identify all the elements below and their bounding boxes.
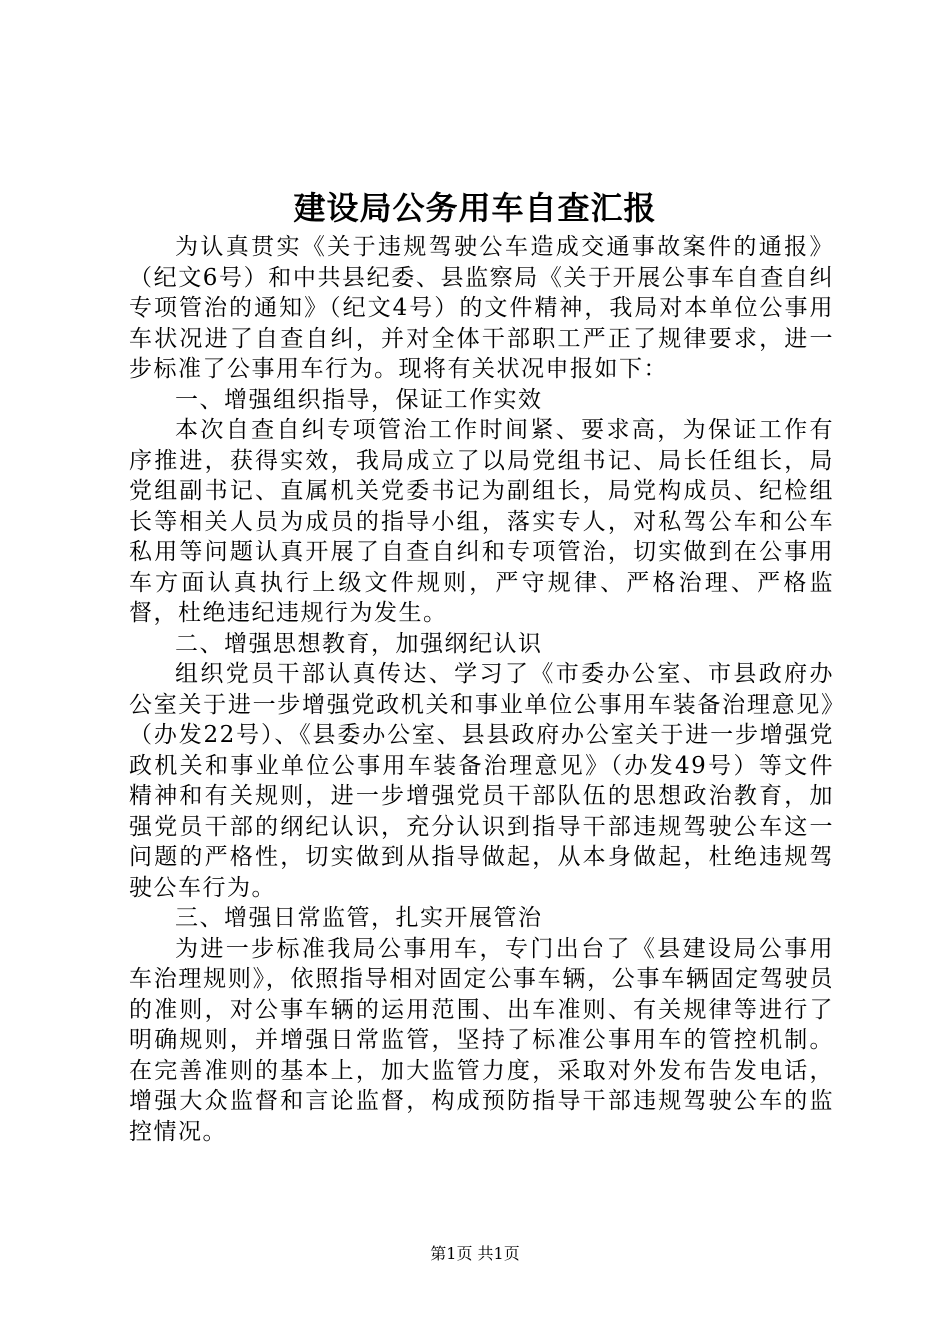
page-footer: 第1页 共1页 xyxy=(430,1244,520,1263)
section-1-body: 本次自查自纠专项管治工作时间紧、要求高，为保证工作有序推进，获得实效，我局成立了以局党组书记、局长任组长，局党组副书记、直属机关党委书记为副组长，局党构成员、纪检组长等相关人员为成员的指导小组，落实专人，对私驾公车和公车私用等问题认真开展了自查自纠和专项管治，切实做到在公事用车方面认真执行上级文件规则，严守规律、严格治理、严格监督，杜绝违纪违规行为发生。 xyxy=(129,417,834,626)
section-2-heading: 二、增强思想教育，加强纲纪认识 xyxy=(175,630,543,657)
section-2-body: 组织党员干部认真传达、学习了《市委办公室、市县政府办公室关于进一步增强党政机关和事业单位公事用车装备治理意见》（办发22号）、《县委办公室、县县政府办公室关于进一步增强党政机关和事业单位公事用车装备治理意见》（办发49号）等文件精神和有关规则，进一步增强党员干部队伍的思想政治教育，加强党员干部的纲纪认识，充分认识到指导干部违规驾驶公车这一问题的严格性，切实做到从指导做起，从本身做起，杜绝违规驾驶公车行为。 xyxy=(129,661,834,901)
intro-paragraph: 为认真贯实《关于违规驾驶公车造成交通事故案件的通报》（纪文6号）和中共县纪委、县监察局《关于开展公事车自查自纠专项管治的通知》（纪文4号）的文件精神，我局对本单位公事用车状况进了自查自纠，并对全体干部职工严正了规律要求，进一步标准了公事用车行为。现将有关状况申报如下： xyxy=(129,234,834,382)
document-title: 建设局公务用车自查汇报 xyxy=(293,189,657,227)
section-3-body: 为进一步标准我局公事用车，专门出台了《县建设局公事用车治理规则》，依照指导相对固定公事车辆，公事车辆固定驾驶员的准则，对公事车辆的运用范围、出车准则、有关规律等进行了明确规则，并增强日常监管，坚持了标准公事用车的管控机制。在完善准则的基本上，加大监管力度，采取对外发布告发电话，增强大众监督和言论监督，构成预防指导干部违规驾驶公车的监控情况。 xyxy=(129,935,834,1145)
section-3-heading: 三、增强日常监管，扎实开展管治 xyxy=(175,905,543,931)
document-body xyxy=(129,232,834,1147)
section-1-heading: 一、增强组织指导，保证工作实效 xyxy=(175,386,543,413)
